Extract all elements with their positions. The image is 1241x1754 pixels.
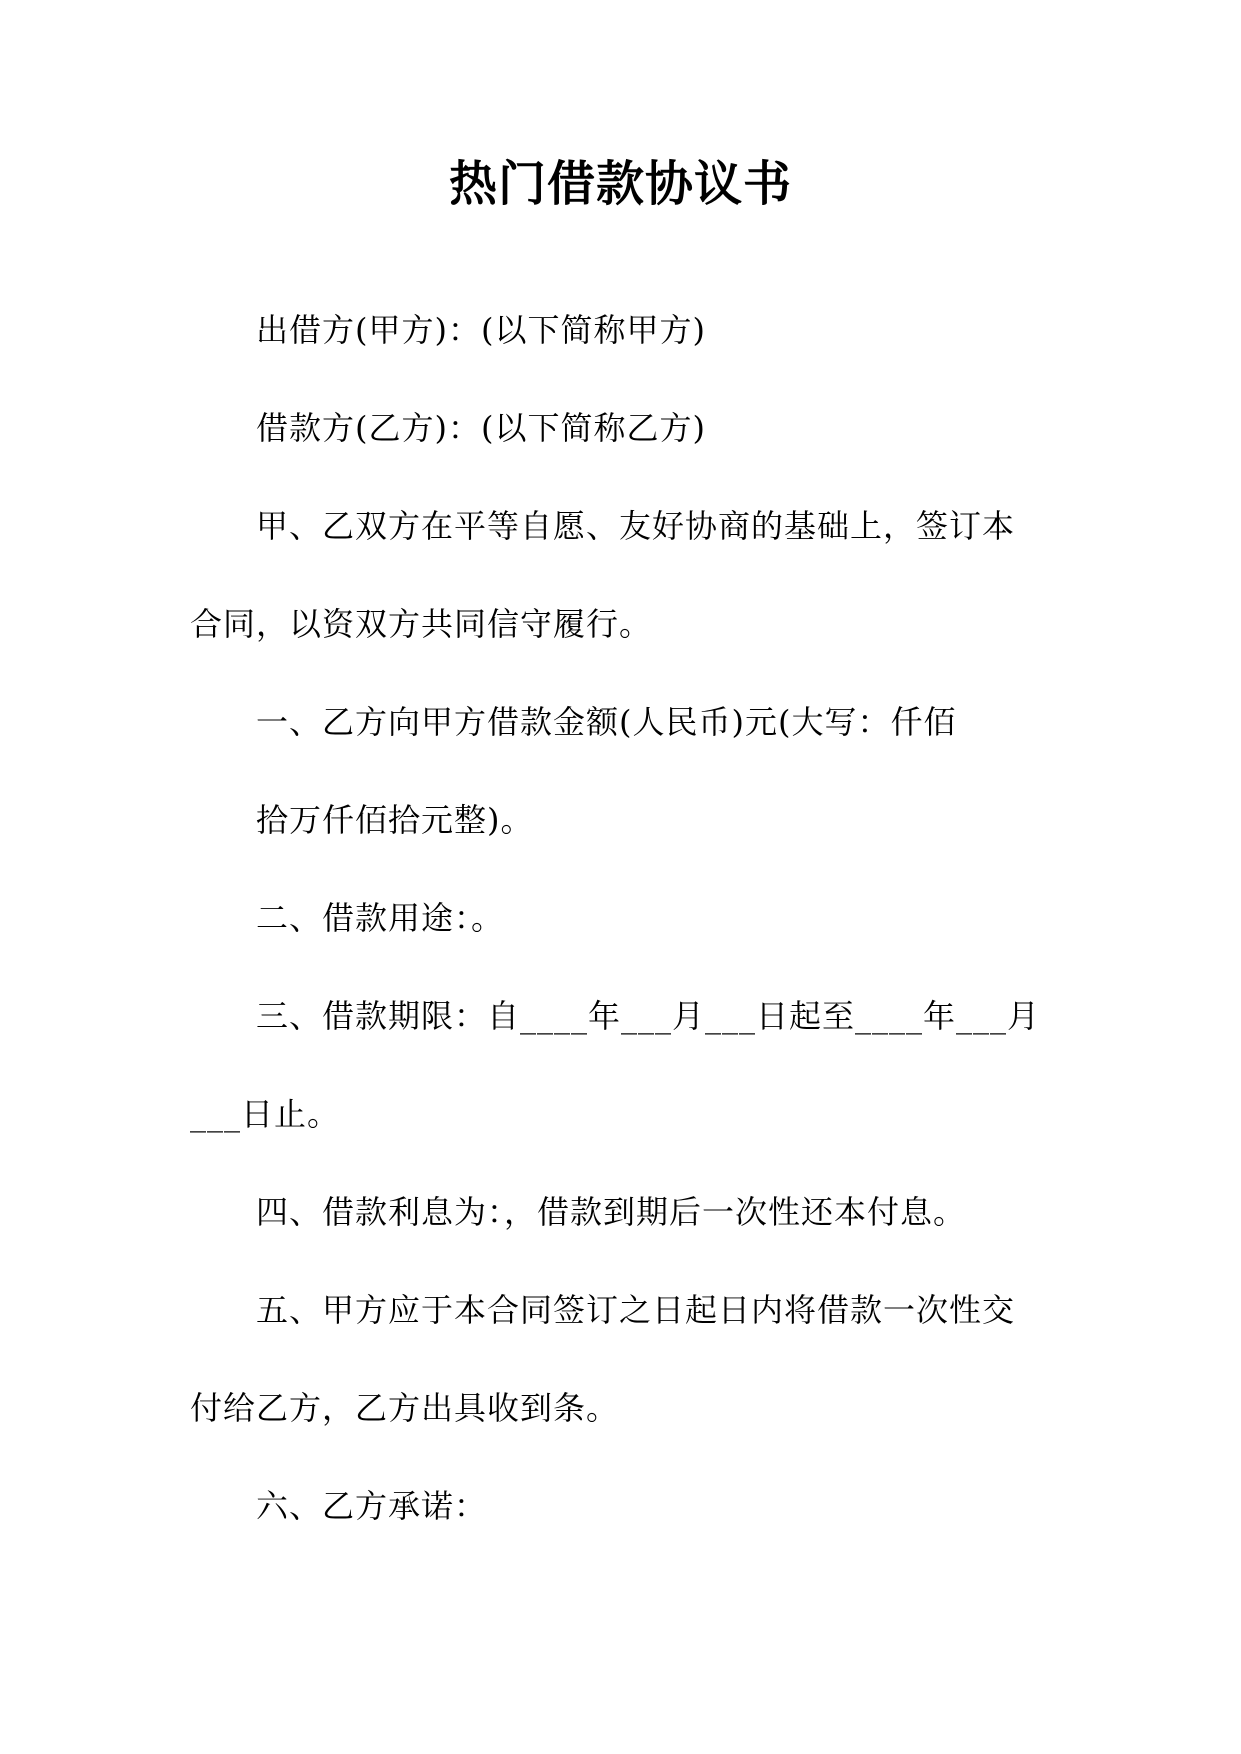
borrower-line: 借款方(乙方)：(以下简称乙方) [256, 409, 706, 447]
lender-line: 出借方(甲方)：(以下简称甲方) [256, 311, 706, 349]
preamble-line-2: 合同，以资双方共同信守履行。 [190, 605, 653, 643]
clause-6-line: 六、乙方承诺： [256, 1487, 488, 1525]
preamble-line-1: 甲、乙双方在平等自愿、友好协商的基础上，签订本 [256, 507, 1016, 545]
clause-5-line-2: 付给乙方，乙方出具收到条。 [190, 1389, 620, 1427]
clause-3-line-1: 三、借款期限：自____年___月___日起至____年___月 [256, 997, 1041, 1035]
clause-4-line: 四、借款利息为：，借款到期后一次性还本付息。 [256, 1193, 967, 1231]
clause-1-line-1: 一、乙方向甲方借款金额(人民币)元(大写：仟佰 [256, 703, 957, 741]
document-title: 热门借款协议书 [448, 156, 792, 212]
clause-2-line: 二、借款用途：。 [256, 899, 505, 937]
clause-5-line-1: 五、甲方应于本合同签订之日起日内将借款一次性交 [256, 1291, 1016, 1329]
clause-3-line-2: ___日止。 [190, 1095, 341, 1133]
clause-1-line-2: 拾万仟佰拾元整)。 [256, 801, 534, 839]
